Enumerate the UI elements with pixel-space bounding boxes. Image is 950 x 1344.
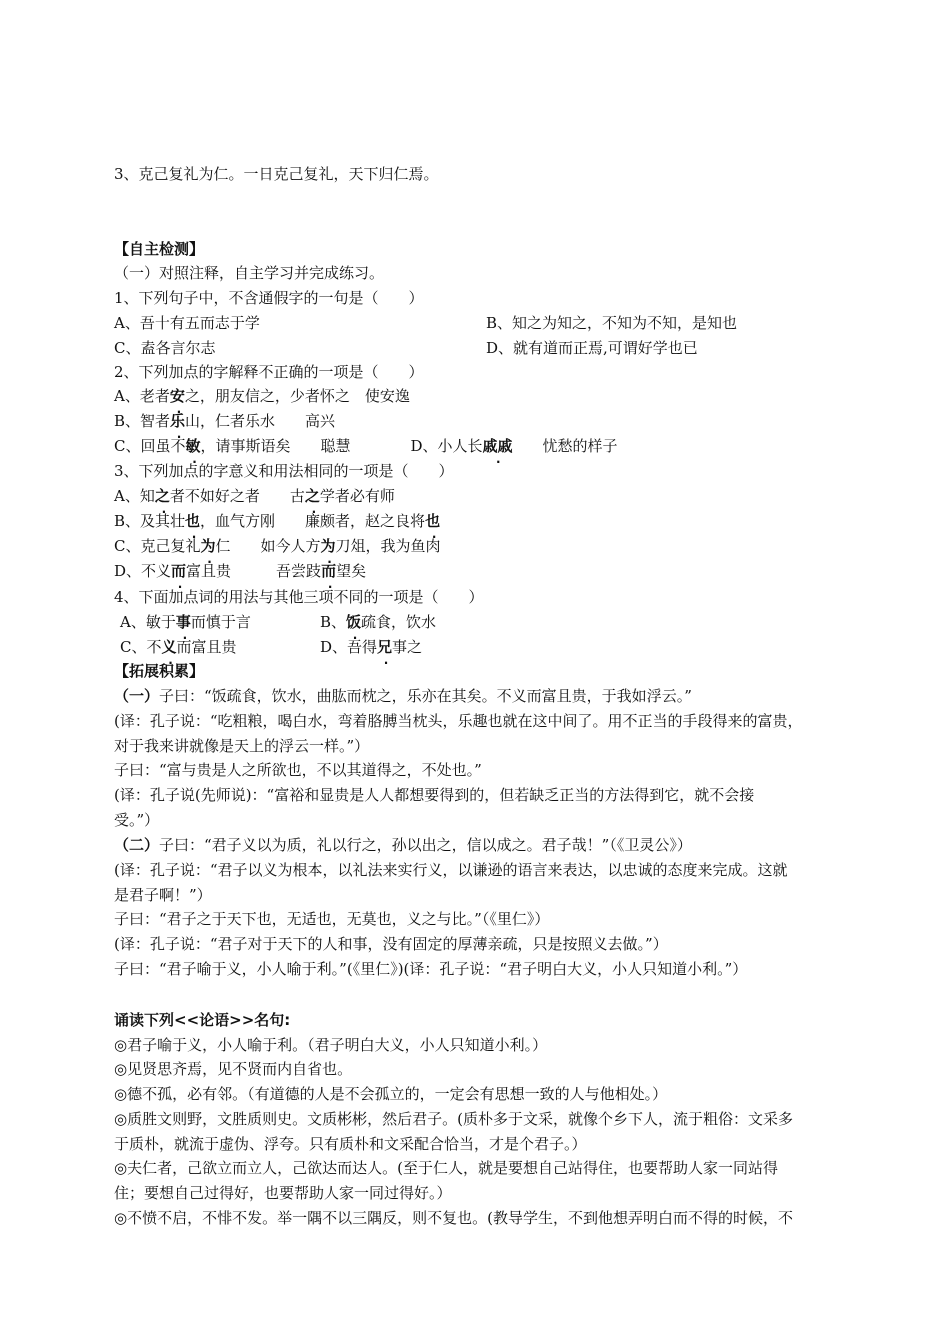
- text: D、吾得: [320, 638, 378, 656]
- text: 疏食，饮水: [361, 613, 437, 631]
- dotted-char: 为: [320, 537, 336, 555]
- songdu-line-2: ◎见贤思齐焉，见不贤而内自省也。: [114, 1060, 353, 1078]
- q4: 4、下面加点词的用法与其他三项不同的一项是（ ）: [114, 588, 484, 606]
- text: 山，仁者乐水 高兴: [185, 412, 336, 430]
- q1-option-b: B、知之为知之，不知为不知，是知也: [486, 314, 738, 332]
- tuozhan-s1-tr2: 对于我来讲就像是天上的浮云一样。”）: [114, 737, 370, 755]
- text: 子曰：“饭疏食，饮水，曲肱而枕之，乐亦在其矣。不义而富且贵，于我如浮云。”: [159, 687, 692, 705]
- q2-option-b: [114, 411, 335, 431]
- top-item: 3、克己复礼为仁。一日克己复礼，天下归仁焉。: [114, 165, 439, 183]
- dotted-char: 兄: [377, 638, 393, 656]
- tuozhan-s2: [114, 835, 692, 855]
- text: C、克己复礼: [114, 537, 201, 555]
- dotted-char: 事: [175, 613, 191, 631]
- q1: 1、下列句子中，不含通假字的一句是（ ）: [114, 289, 424, 307]
- text: ，血气方刚 廉颇者，赵之良将: [200, 512, 426, 530]
- tuozhan-s1b-tr1: (译：孔子说(先师说)：“富裕和显贵是人人都想要得到的，但若缺乏正当的方法得到它，就不会接: [114, 786, 755, 804]
- q1-row2: [114, 338, 814, 358]
- text: C、不: [120, 638, 162, 656]
- text: A、老者: [114, 387, 170, 405]
- tuozhan-s2c: 子曰：“君子喻于义，小人喻于利。”(《里仁》)(译：孔子说：“君子明白大义，小人只知道小利。”）: [114, 960, 748, 978]
- text: 仁 如今人方: [215, 537, 321, 555]
- tuozhan-heading: 【拓展积累】: [114, 662, 205, 680]
- q3-option-d: [114, 561, 366, 581]
- tuozhan-s1: [114, 686, 692, 706]
- dotted-char: 也: [425, 512, 441, 530]
- text: 刀俎，我为鱼肉: [335, 537, 441, 555]
- text: C、回虽不: [114, 437, 186, 455]
- tuozhan-s2-tr1: (译：孔子说：“君子以义为根本，以礼法来实行义，以谦逊的语言来表达，以忠诚的态度来完成。这就: [114, 861, 788, 879]
- q1-option-c: C、盍各言尔志: [114, 339, 216, 357]
- text: 而富且贵: [176, 638, 237, 656]
- dotted-char: 敏: [185, 437, 201, 455]
- tuozhan-s2-tr2: 是君子啊！”）: [114, 886, 212, 904]
- q4-option-d: [320, 637, 422, 657]
- q2-option-cd: [114, 436, 618, 456]
- q3: 3、下列加点的字意义和用法相同的一项是（ ）: [114, 462, 454, 480]
- songdu-heading: 诵读下列<<论语>>名句:: [114, 1011, 291, 1029]
- songdu-line-1: ◎君子喻于义，小人喻于利。（君子明白大义，小人只知道小利。）: [114, 1036, 548, 1054]
- section-label: （一）: [114, 687, 160, 705]
- text: 之，朋友信之，少者怀之 使安逸: [184, 387, 410, 405]
- section-label: （二）: [114, 836, 160, 854]
- text: 富且贵 吾尝跂: [186, 562, 322, 580]
- text: 望矣: [336, 562, 367, 580]
- q2-option-a: [114, 386, 410, 406]
- tuozhan-s2b: 子曰：“君子之于天下也，无适也，无莫也，义之与比。”（《里仁》）: [114, 910, 550, 928]
- songdu-line-6: ◎不愤不启，不悱不发。举一隅不以三隅反，则不复也。(教导学生，不到他想弄明白而不得的时候，不: [114, 1209, 793, 1227]
- q1-option-a: A、吾十有五而志于学: [114, 314, 260, 332]
- dotted-char: 而: [171, 562, 187, 580]
- dotted-char: 安: [169, 387, 185, 405]
- dotted-char: 之: [304, 487, 320, 505]
- text: ，请事斯语矣 聪慧 D、小人长: [200, 437, 483, 455]
- zizhu-sub: （一）对照注释，自主学习并完成练习。: [114, 264, 385, 282]
- q4-row1: [120, 612, 820, 632]
- text: 子曰：“君子义以为质，礼以行之，孙以出之，信以成之。君子哉！”（《卫灵公》）: [159, 836, 692, 854]
- q1-row1: [114, 313, 814, 333]
- tuozhan-s1b: 子曰：“富与贵是人之所欲也，不以其道得之，不处也。”: [114, 761, 482, 779]
- zizhu-heading: 【自主检测】: [114, 240, 205, 258]
- dotted-char: 也: [185, 512, 201, 530]
- tuozhan-s1-tr1: (译：孔子说：“吃粗粮，喝白水，弯着胳膊当枕头，乐趣也就在这中间了。用不正当的手段得来的富贵，: [114, 712, 803, 730]
- q3-option-c: [114, 536, 441, 556]
- songdu-line-5b: 住；要想自己过得好，也要帮助人家一同过得好。）: [114, 1184, 452, 1202]
- text: 学者必有师: [319, 487, 395, 505]
- text: D、不义: [114, 562, 172, 580]
- dotted-char: 为: [200, 537, 216, 555]
- text: B、智者: [114, 412, 171, 430]
- dotted-char: 之: [154, 487, 170, 505]
- songdu-line-3: ◎德不孤，必有邻。（有道德的人是不会孤立的，一定会有思想一致的人与他相处。）: [114, 1085, 668, 1103]
- q3-option-a: [114, 486, 395, 506]
- text: 事之: [392, 638, 423, 656]
- text: 忧愁的样子: [512, 437, 618, 455]
- songdu-line-5a: ◎夫仁者，己欲立而立人，己欲达而达人。(至于仁人，就是要想自己站得住，也要帮助人家一同站得: [114, 1159, 778, 1177]
- q4-option-b: [320, 612, 436, 632]
- tuozhan-s1b-tr2: 受。”）: [114, 811, 160, 829]
- text: 而慎于言: [190, 613, 251, 631]
- dotted-char: 戚戚: [482, 437, 513, 455]
- dotted-char: 饭: [346, 613, 362, 631]
- text: A、敏于: [120, 613, 176, 631]
- text: B、及其壮: [114, 512, 186, 530]
- text: 者不如好之者 古: [169, 487, 305, 505]
- songdu-line-4b: 于质朴，就流于虚伪、浮夸。只有质朴和文采配合恰当，才是个君子。）: [114, 1135, 587, 1153]
- dotted-char: 义: [161, 638, 177, 656]
- text: B、: [320, 613, 347, 631]
- q3-option-b: [114, 511, 440, 531]
- q2: 2、下列加点的字解释不正确的一项是（ ）: [114, 363, 424, 381]
- q4-row2: [120, 637, 820, 657]
- dotted-char: 而: [321, 562, 337, 580]
- tuozhan-s2b-tr: (译：孔子说：“君子对于天下的人和事，没有固定的厚薄亲疏，只是按照义去做。”）: [114, 935, 668, 953]
- q1-option-d: D、就有道而正焉,可谓好学也已: [486, 339, 698, 357]
- dotted-char: 乐: [170, 412, 186, 430]
- songdu-line-4a: ◎质胜文则野，文胜质则史。文质彬彬，然后君子。(质朴多于文采，就像个乡下人，流于粗俗：文采多: [114, 1110, 793, 1128]
- text: A、知: [114, 487, 155, 505]
